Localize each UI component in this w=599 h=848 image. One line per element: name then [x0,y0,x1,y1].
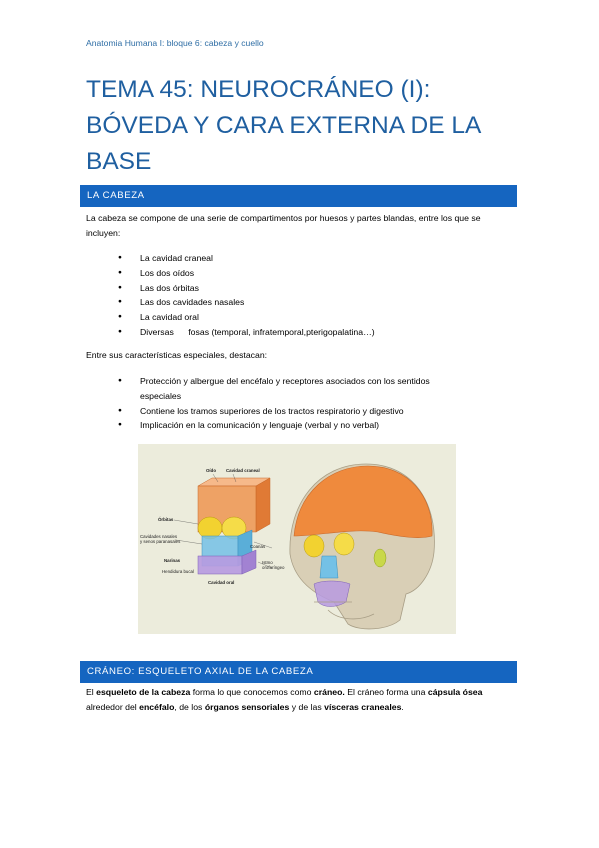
orbit-left [304,535,324,557]
list-item: ● La cavidad craneal [118,251,438,266]
features-list [118,374,448,433]
list-item: ● Los dos oídos [118,266,438,281]
label-oido: Oído [206,468,216,473]
oral-box [198,556,242,574]
ear-region [374,549,386,567]
text-run: . [401,702,404,712]
text-run: y de las [289,702,325,712]
nasal-cavity [320,556,338,578]
anatomy-illustration [138,444,456,634]
list-item: ● Contiene los tramos superiores de los tractos respiratorio y digestivo [118,404,448,419]
label-istmo: Istmo [262,560,273,565]
label-orofaringeo: orofaríngeo [262,565,285,570]
list-item: ● La cavidad oral [118,310,438,325]
compartments-list [118,251,438,340]
bold-term: órganos sensoriales [204,702,290,712]
text-run: alrededor del [86,702,140,712]
label-hendidura-bucal: Hendidura bucal [162,569,194,574]
text-run: El cráneo forma una [344,687,428,697]
page-title [86,72,526,180]
label-cavidad-oral: Cavidad oral [208,580,235,585]
orbit-right [334,533,354,555]
text-run: , de los [174,702,205,712]
head-compartments-figure [138,444,456,634]
list-item: ● Diversas fosas (temporal, infratemporal,pterigopalatina…) [118,325,438,340]
text-run: El [86,687,97,697]
label-narinas: Narinas [164,558,181,563]
bold-term: cápsula ósea [427,687,483,697]
label-senos-paranasales: y senos paranasales [140,539,181,544]
list-item: ● Implicación en la comunicación y lenguaje (verbal y no verbal) [118,418,448,433]
section-heading-la-cabeza: LA CABEZA [80,185,517,207]
label-orbitas: Órbitas [158,517,174,522]
title-line: BÓVEDA Y CARA EXTERNA DE LA [86,112,482,139]
title-line: TEMA 45: NEUROCRÁNEO (I): [86,76,431,103]
bold-term: encéfalo [139,702,175,712]
label-cavidad-craneal: Cavidad craneal [226,468,260,473]
bold-term: esqueleto de la cabeza [96,687,191,697]
title-line: BASE [86,148,152,175]
bold-term: vísceras craneales [324,702,402,712]
features-intro: Entre sus características especiales, destacan: [86,350,268,360]
oral-cavity [314,581,350,607]
text-run: forma lo que conocemos como [190,687,314,697]
orbit-left [198,517,222,539]
intro-paragraph: La cabeza se compone de una serie de compartimentos por huesos y partes blandas, entre los que se incluyen: [86,213,481,238]
label-cavidades-nasales: Cavidades nasales [140,534,178,539]
cranial-box-side [256,478,270,532]
list-item: ● Protección y albergue del encéfalo y receptores asociados con los sentidos especiales [118,374,448,404]
label-coanas: Coanas [250,544,266,549]
list-item: ● Las dos cavidades nasales [118,295,438,310]
list-item: ● Las dos órbitas [118,281,438,296]
bold-term: cráneo. [313,687,345,697]
running-header: Anatomia Humana I: bloque 6: cabeza y cuello [86,38,264,48]
section-heading-craneo: CRÁNEO: ESQUELETO AXIAL DE LA CABEZA [80,661,517,683]
craneo-paragraph [86,685,516,715]
